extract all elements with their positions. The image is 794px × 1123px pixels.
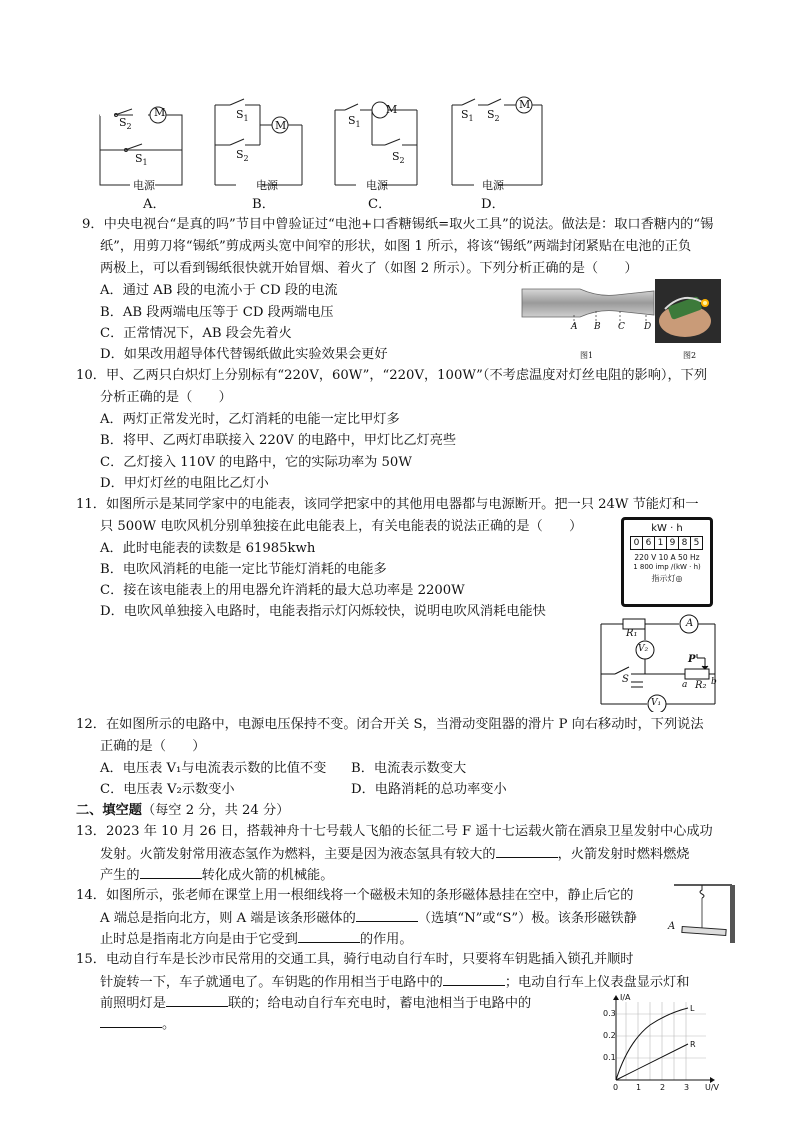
q12-stem-1: 12．在如图所示的电路中，电源电压保持不变。闭合开关 S，当滑动变阻器的滑片 P 向右移动时，下列说法: [76, 717, 704, 732]
q12-stem-2: 正确的是（ ）: [100, 739, 206, 754]
q15-line-3: 前照明灯是 联的；给电动自行车充电时，蓄电池相当于电路中的: [100, 996, 532, 1011]
pin-a-label: a: [682, 680, 688, 690]
tinfoil-figure: [520, 285, 660, 337]
q11-option-c: C．接在该电能表上的用电器允许消耗的最大总功率是 2200W: [100, 583, 465, 598]
q11-option-a: A．此时电能表的读数是 61985kwh: [100, 541, 316, 556]
energy-meter: [621, 517, 713, 607]
curve-l-label: L: [690, 1004, 695, 1013]
graph-ytick: 0.3: [603, 1009, 616, 1018]
q12-option-d: D．电路消耗的总功率变小: [351, 782, 507, 797]
switch-label-d-s2: $S_2$: [487, 108, 500, 124]
graph-xtick: 3: [684, 1083, 690, 1092]
answer-blank[interactable]: [166, 994, 228, 1007]
q11-option-d: D．电吹风单独接入电路时，电能表指示灯闪烁较快，说明电吹风消耗电能快: [100, 604, 546, 619]
meter-digit: 9: [666, 536, 679, 550]
v1-label: V₁: [651, 698, 662, 708]
iu-graph: [596, 992, 726, 1096]
curve-r-label: R: [690, 1040, 696, 1049]
fig-point-c: C: [618, 322, 625, 332]
q10-option-d: D．甲灯灯丝的电阻比乙灯小: [100, 476, 269, 491]
q10-stem-1: 10．甲、乙两只白炽灯上分别标有“220V，60W”，“220V，100W”（不考虑温度对灯丝电阻的影响），下列: [76, 368, 708, 383]
switch-label-d-s1: $S_1$: [461, 108, 474, 124]
q9-stem-2: 纸”，用剪刀将“锡纸”剪成两头宽中间窄的形状，如图 1 所示，将该“锡纸”两端封闭紧贴在电池的正负: [100, 239, 692, 254]
r1-label: R₁: [626, 628, 638, 639]
switch-label-a-s2: $S_2$: [119, 116, 132, 132]
q9-option-a: A．通过 AB 段的电流小于 CD 段的电流: [100, 283, 338, 298]
switch-label-c-s2: $S_2$: [392, 150, 405, 166]
section-title: 二、填空题: [76, 803, 142, 818]
circuit-b: [215, 99, 302, 185]
meter-unit: kW · h: [651, 523, 683, 534]
switch-label-c-s1: $S_1$: [348, 114, 361, 130]
motor-label-d: M: [519, 98, 531, 111]
q9-stem-1: 9．中央电视台“是真的吗”节目中曾验证过“电池+口香糖锡纸=取火工具”的说法。做法是：取口香糖内的“锡: [82, 217, 714, 232]
motor-label-a: M: [154, 106, 166, 119]
fig-point-d: D: [644, 322, 652, 332]
q12-option-b: B．电流表示数变大: [351, 761, 467, 776]
section-note: （每空 2 分，共 24 分）: [141, 803, 290, 818]
graph-ytick: 0.2: [603, 1031, 616, 1040]
q15-line-1: 15．电动自行车是长沙市民常用的交通工具，骑行电动自行车时，只要将车钥匙插入锁孔并顺时: [76, 952, 634, 967]
pin-b-label: b: [711, 677, 717, 687]
answer-blank[interactable]: [443, 973, 505, 986]
graph-xtick: 1: [636, 1083, 642, 1092]
battery-photo: [655, 279, 721, 343]
q13-line-1: 13．2023 年 10 月 26 日，搭载神舟十七号载人飞船的长征二号 F 遥十七运载火箭在酒泉卫星发射中心成功: [76, 824, 713, 839]
meter-spec: 220 V 10 A 50 Hz: [634, 553, 700, 562]
meter-digit: 1: [654, 536, 667, 550]
power-label-c: 电源: [366, 179, 388, 192]
section-heading: [76, 802, 289, 820]
meter-digit-decimal: 5: [690, 536, 703, 550]
fig-point-b: B: [594, 322, 601, 332]
q10-option-a: A．两灯正常发光时，乙灯消耗的电能一定比甲灯多: [100, 412, 400, 427]
answer-blank[interactable]: [356, 909, 418, 922]
graph-xlabel: U/V: [705, 1083, 720, 1092]
q14-line-3: 止时总是指南北方向是由于它受到 的作用。: [100, 932, 413, 947]
q10-option-c: C．乙灯接入 110V 的电路中，它的实际功率为 50W: [100, 455, 412, 470]
meter-imp: 1 800 imp /(kW · h): [633, 563, 701, 571]
answer-blank[interactable]: [298, 930, 360, 943]
answer-blank[interactable]: [140, 866, 202, 879]
switch-label-b-s1: $S_1$: [236, 108, 249, 124]
fig2-caption: 图2: [683, 351, 697, 360]
q15-line-4: 。: [100, 1015, 175, 1034]
q9-option-b: B．AB 段两端电压等于 CD 段两端电压: [100, 305, 334, 320]
graph-ytick: 0.1: [603, 1053, 616, 1062]
meter-digit: 8: [678, 536, 691, 550]
q11-option-b: B．电吹风消耗的电能一定比节能灯消耗的电能多: [100, 562, 387, 577]
rheostat-circuit-figure: [595, 612, 725, 712]
answer-blank[interactable]: [496, 845, 558, 858]
power-label-a: 电源: [133, 179, 155, 192]
fig1-caption: 图1: [580, 351, 594, 360]
fig-point-a: A: [571, 322, 578, 332]
q9-option-d: D．如果改用超导体代替锡纸做此实验效果会更好: [100, 347, 388, 362]
q14-line-1: 14．如图所示，张老师在课堂上用一根细线将一个磁极未知的条形磁体悬挂在空中，静止后它的: [76, 888, 634, 903]
hanging-magnet-figure: [674, 882, 736, 944]
option-b-label: B．: [252, 197, 275, 212]
q11-stem-2: 只 500W 电吹风机分别单独接在此电能表上，有关电能表的说法正确的是（ ）: [100, 519, 583, 534]
v2-label: V₂: [638, 644, 649, 654]
meter-digit: 6: [642, 536, 655, 550]
q13-line-2: 发射。火箭发射常用液态氢作为燃料，主要是因为液态氢具有较大的 ，火箭发射时燃料燃烧: [100, 847, 690, 862]
magnet-end-label: A: [668, 921, 676, 932]
option-c-label: C．: [368, 197, 392, 212]
q13-line-3: 产生的 转化成火箭的机械能。: [100, 868, 334, 883]
q11-stem-1: 11．如图所示是某同学家中的电能表，该同学把家中的其他用电器都与电源断开。把一只 24W 节能灯和一: [76, 497, 699, 512]
circuit-a: [100, 107, 182, 185]
meter-indicator: 指示灯◎: [651, 574, 683, 583]
q12-option-c: C．电压表 V₂示数变小: [100, 782, 235, 797]
answer-blank[interactable]: [100, 1015, 162, 1028]
ammeter-label: A: [686, 618, 694, 629]
switch-label-a-s1: $S_1$: [135, 152, 148, 168]
graph-xtick: 2: [660, 1083, 666, 1092]
motor-label-c: M: [386, 103, 398, 116]
q9-stem-3: 两极上，可以看到锡纸很快就开始冒烟、着火了（如图 2 所示）。下列分析正确的是（ ）: [100, 261, 638, 276]
motor-label-b: M: [275, 119, 287, 132]
q15-line-2: 针旋转一下，车子就通电了。车钥匙的作用相当于电路中的 ；电动自行车上仪表盘显示灯和: [100, 975, 690, 990]
q14-line-2: A 端总是指向北方，则 A 端是该条形磁体的 （选填“N”或“S”）极。该条形磁铁静: [100, 911, 637, 926]
option-a-label: A．: [143, 197, 166, 212]
q10-stem-2: 分析正确的是（ ）: [100, 390, 232, 405]
power-label-d: 电源: [482, 179, 504, 192]
q10-option-b: B．将甲、乙两灯串联接入 220V 的电路中，甲灯比乙灯亮些: [100, 433, 457, 448]
switch-s-label: S: [622, 674, 629, 685]
meter-digits: [624, 536, 710, 550]
graph-xtick: 0: [613, 1083, 619, 1092]
power-label-b: 电源: [256, 179, 278, 192]
q12-option-a: A．电压表 V₁与电流表示数的比值不变: [100, 761, 327, 776]
q9-option-c: C．正常情况下，AB 段会先着火: [100, 326, 292, 341]
switch-label-b-s2: $S_2$: [236, 148, 249, 164]
meter-digit: 0: [630, 536, 643, 550]
r2-label: R₂: [695, 680, 707, 691]
option-d-label: D．: [481, 197, 505, 212]
slider-p-label: P: [688, 654, 696, 665]
graph-ylabel: I/A: [620, 993, 631, 1002]
